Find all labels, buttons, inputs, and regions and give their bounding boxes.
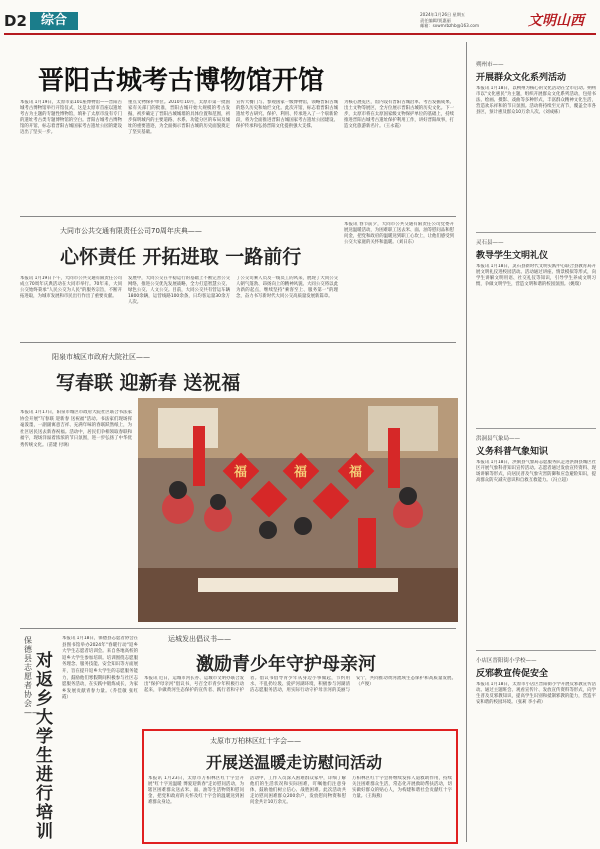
newspaper-logo: 文明山西 bbox=[528, 13, 584, 29]
header-rule bbox=[4, 33, 596, 35]
divider bbox=[20, 628, 456, 629]
story6-col-2: 活动中，工作人员深入困难群众家中，详细了解他们的生活状况和实际困难，叮嘱他们注意身体，鼓励他们树立信心、战胜困难。此次活动共走访慰问困难群众200余户，发放慰问物资和慰问金共计10万余元。 bbox=[250, 776, 346, 805]
page-number: D2 bbox=[4, 12, 27, 30]
story2-col-2: 发展中，大同公交在平稳运行的基础上不断完善公交网络，推进公交优先发展战略，全力打造智慧公交、绿色公交、人文公交。目前，大同公交共有营运车辆1800余辆，运营线路100余条，日均客运量30余万人次。 bbox=[128, 276, 230, 305]
fu-character: 福 bbox=[294, 465, 308, 480]
fu-character: 福 bbox=[234, 465, 248, 480]
right-2-body: 本报讯 1月18日，灵石县新时代文明实践中心联合县教育局开展文明礼仪进校园活动。活动通过讲座、情景模拟等形式，向学生讲解文明用语、社交礼仪等知识，引导学生养成文明习惯，争做文明学生，营造文明和谐的校园氛围。（姚瑞） bbox=[476, 264, 596, 287]
lead-col-3: 宣传大餐门与、参观国家一级博物馆，领略晋阳古城的悠久历史和灿烂文化。此次开馆，标志着晋阳古城遗址考古研究、保护、利用、传承进入了一个崭新阶段，将为全面推进晋阳古城国家考古遗址公园建设、保护传承和弘扬晋阳文化提供强大支撑。 bbox=[236, 100, 338, 129]
story2-headline: 心怀责任 开拓进取 一路前行 bbox=[60, 246, 302, 268]
header-email: 邮箱：sxwmrbzhb@163.com bbox=[420, 23, 480, 29]
story2-kicker: 大同市公共交通有限责任公司70周年庆典—— bbox=[60, 227, 202, 235]
right-4-headline: 反邪教宣传促安全 bbox=[476, 669, 549, 679]
fu-character: 福 bbox=[349, 465, 363, 480]
right-3-body: 本报讯 1月18日，洪洞县气象局志愿服务队走进洪洞县城区社区开展气象科普知识宣传活动。志愿者通过发放宣传资料、现场讲解等形式，向居民普及气象灾害防御和应急避险知识，提高群众防灾减灾意识和自救互救能力。（冯立超） bbox=[476, 460, 596, 483]
lead-col-4: 为核心展览区，馆内设有晋阳古城沿革、考古发掘成果、出土文物等展区，全方位展示晋阳古城的历史文化。下一步，太原市将在太原国家级文物保护单位的基础上，持续推进晋阳古城考古遗址保护利用工作，讲好晋阳故事，打造文化旅游新名片。（王永霞） bbox=[344, 100, 454, 129]
right-3-kicker: 洪洞县气象局—— bbox=[476, 436, 521, 442]
divider bbox=[20, 216, 456, 217]
divider bbox=[20, 342, 456, 343]
story6-kicker: 太原市万柏林区红十字会—— bbox=[210, 737, 301, 745]
right-1-kicker: 朔州市—— bbox=[476, 62, 504, 68]
story5-headline: 激励青少年守护母亲河 bbox=[196, 654, 376, 675]
story6-headline: 开展送温暖走访慰问活动 bbox=[206, 753, 383, 772]
column-rule bbox=[466, 42, 467, 842]
story6-col-3: 万柏林区红十字会将继续发挥人道救助作用，持续关注困难群众生活，常态化开展救助帮扶活动，切实做好群众的贴心人，为构建和谐社会贡献红十字力量。（王海燕） bbox=[352, 776, 452, 799]
story3-headline: 写春联 迎新春 送祝福 bbox=[56, 372, 241, 394]
right-1-headline: 开展群众文化系列活动 bbox=[476, 73, 567, 83]
story3-body: 本报讯 1月17日，阳泉市城区市政府大院社区联合书法家协会开展"写春联 迎新春 送祝福"活动。书法家们现场挥毫泼墨，一副副寓意吉祥、充满年味的春联跃然纸上，为社区居民送去新春祝福。活动中，居民们争相领取春联和福字，现场洋溢着浓浓的节日氛围，进一步弘扬了中华优秀传统文化。（苗建 付璃） bbox=[20, 410, 132, 448]
story4-headline: 对返乡大学生进行培训 bbox=[36, 651, 53, 842]
lead-col-2: 重点文物保护单位。2010年10月，太原市第一批国家有关部门的批准，晋阳古城开始大规模的考古发掘，初步确定了晋阳古城城墙的具体位置和范围，初步探明城内的主要道路、水系、功能分区的布局及城址的重要遗迹，为全面揭示晋阳古城的历史面貌奠定了坚实基础。 bbox=[128, 100, 230, 135]
header-editor: 责任编辑/贾惠丽 bbox=[420, 17, 451, 23]
story3-kicker: 阳泉市城区市政府大院社区—— bbox=[52, 353, 150, 361]
lead-headline: 晋阳古城考古博物馆开馆 bbox=[38, 66, 325, 96]
right-2-kicker: 灵石县—— bbox=[476, 240, 504, 246]
calligraphy-scene-image bbox=[138, 398, 458, 622]
story5-body: 本报讯 近日，运城市河长办、运城市文明办联合发出"保护母亲河"倡议书，号召全市青少年积极行动起来，争做黄河生态保护的宣传者、践行者和守护者。倡议书倡导青少年从身边小事做起，节约用水、不乱扔垃圾、爱护河湖环境，积极参与河湖清洁志愿服务活动，用实际行动守护母亲河的美丽与安宁，共同推动黄河流域生态保护和高质量发展。（卢俊） bbox=[144, 676, 456, 693]
story4-body: 本报讯 1月18日，保德县志愿者协会在县图书馆举办2024年"春暖行动"返乡大学生志愿者培训会。来自各地高校的返乡大学生参加培训。培训围绕志愿服务理念、服务技能、安全知识等方面展开，旨在提升返乡大学生的志愿服务能力，鼓励他们寒假期间积极参与社区志愿服务活动，在实践中锻炼成长，为家乡发展贡献青春力量。（乔佳敏 张红霞） bbox=[62, 636, 138, 701]
right-1-body: 本报讯 1月18日，以朔州为核心的文化活动在全市启动。朔州市以"文化惠民"为主题，组织开展群众文化系列活动，包括书法、绘画、摄影、戏曲等多种形式，丰富群众精神文化生活，营造欢乐祥和的节日氛围。活动将持续至元宵节，覆盖全市各县区，预计惠及群众10万余人次。（刘成栋） bbox=[476, 86, 596, 115]
story2-col-4: 本报讯 春节前夕，大同市公共交通有限责任公司党委开展送温暖活动，为困难职工送去米、面、油等慰问品和慰问金，把党和政府的温暖送到职工心坎上，让他们感受到公交大家庭的关怀和温暖。（刘日东） bbox=[344, 222, 454, 245]
header-meta bbox=[420, 12, 530, 29]
right-4-body: 本报讯 1月18日，太原市小店区晋阳街小学开展反邪教宣传活动。通过主题班会、观看宣传片、发放宣传资料等形式，向学生普及反邪教知识，提高学生识别和抵制邪教的能力，营造平安和谐的校园环境。（张莉 李小莉） bbox=[476, 682, 596, 705]
right-2-headline: 教导学生文明礼仪 bbox=[476, 251, 549, 261]
page-badge bbox=[4, 12, 80, 30]
story3-photo bbox=[138, 398, 458, 622]
story2-col-1: 本报讯 1月19日下午，大同市公共交通有限责任公司成立70周年庆典活动在大同市举行。70年来，大同公交始终秉承"人民公交为人民"的服务宗旨，不断开拓进取，为城市发展和市民出行作出了重要贡献。 bbox=[20, 276, 122, 299]
right-4-kicker: 小店区晋阳街小学校—— bbox=[476, 658, 537, 664]
story6-col-1: 本报讯 1月23日，太原市万柏林区红十字会开展"红十字送温暖 博爱迎新春"走访慰问活动，为辖区困难群众送去米、面、油等生活物资和慰问金，把党和政府的关怀及红十字会的温暖送到困难群众身边。 bbox=[148, 776, 244, 805]
story2-col-3: 了公交司乘人员及一线员工的风采，展现了大同公交人朝气蓬勃、昂扬向上的精神风貌。大同公交将以此为新的起点，继续坚持"乘客至上、服务第一"的理念，奋力书写新时代大同公交高质量发展新篇章。 bbox=[236, 276, 338, 299]
right-3-headline: 义务科普气象知识 bbox=[476, 447, 549, 457]
divider bbox=[476, 650, 596, 651]
divider bbox=[476, 428, 596, 429]
divider bbox=[476, 232, 596, 233]
header-date: 2024年1月26日 星期五 bbox=[420, 12, 466, 17]
section-label: 综合 bbox=[30, 12, 78, 30]
story4-kicker: 保德县志愿者协会—— bbox=[24, 636, 40, 717]
lead-col-1: 本报讯 1月19日，太原市第101座博物馆——晋阳古城考古博物馆举行开馆仪式，这是太原市首座以遗址考古为主题的专题性博物馆，填补了太原市没有专门的遗址考古类专题博物馆的空白。晋阳古城考古博物馆的开馆，标志着晋阳古城国家考古遗址公园的建设迈出了坚实一步。 bbox=[20, 100, 122, 135]
story5-kicker: 运城发出倡议书—— bbox=[168, 635, 231, 643]
